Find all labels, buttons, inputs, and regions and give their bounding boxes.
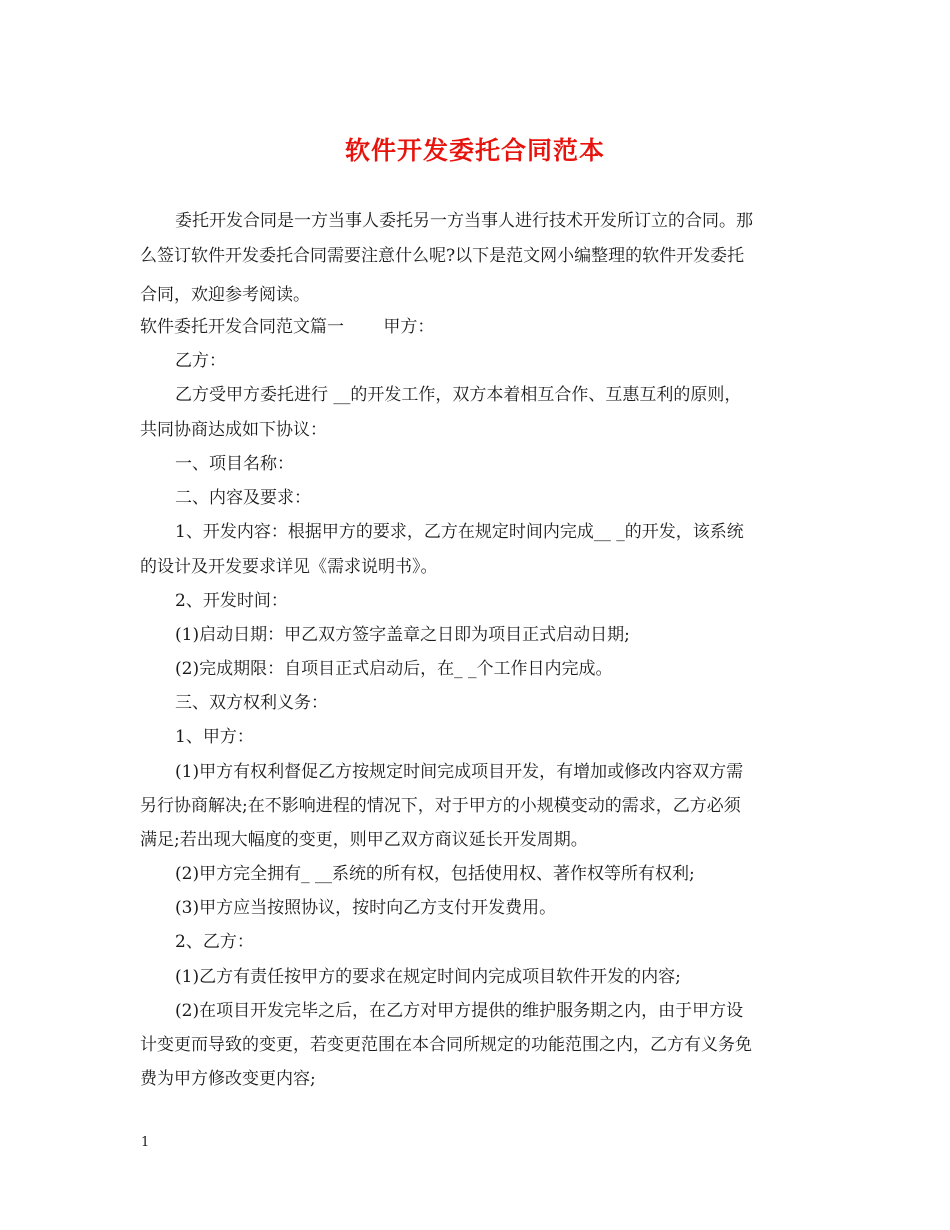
paragraph-line: 软件委托开发合同范文篇一 甲方： (140, 317, 435, 337)
paragraph-line: (1)启动日期：甲乙双方签字盖章之日即为项目正式启动日期; (175, 625, 630, 645)
paragraph-line: 1、开发内容：根据甲方的要求，乙方在规定时间内完成__ _的开发，该系统 (175, 522, 744, 542)
paragraph-line: 三、双方权利义务： (175, 693, 328, 713)
paragraph-line: 乙方： (175, 351, 226, 371)
paragraph-line: 乙方受甲方委托进行 __的开发工作，双方本着相互合作、互惠互利的原则， (175, 385, 742, 405)
document-title: 软件开发委托合同范本 (344, 136, 605, 165)
paragraph-line: (1)甲方有权利督促乙方按规定时间完成项目开发，有增加或修改内容双方需 (175, 762, 744, 782)
paragraph-line: 满足;若出现大幅度的变更，则甲乙双方商议延长开发周期。 (140, 830, 588, 850)
paragraph-line: 计变更而导致的变更，若变更范围在本合同所规定的功能范围之内，乙方有义务免 (140, 1035, 752, 1055)
paragraph-line: 另行协商解决;在不影响进程的情况下，对于甲方的小规模变动的需求，乙方必须 (140, 796, 741, 816)
paragraph-line: 2、开发时间： (175, 591, 288, 611)
page-number: 1 (141, 1135, 150, 1150)
paragraph-line: 二、内容及要求： (175, 488, 311, 508)
paragraph-line: 合同，欢迎参考阅读。 (140, 285, 310, 305)
paragraph-line: 费为甲方修改变更内容; (140, 1069, 316, 1089)
paragraph-line: 2、乙方： (175, 932, 254, 952)
paragraph-line: 共同协商达成如下协议： (140, 420, 327, 440)
paragraph-line: 委托开发合同是一方当事人委托另一方当事人进行技术开发所订立的合同。那 (175, 211, 753, 231)
paragraph-line: 1、甲方： (175, 727, 254, 747)
paragraph-line: (1)乙方有责任按甲方的要求在规定时间内完成项目软件开发的内容; (175, 967, 681, 987)
paragraph-line: 的设计及开发要求详见《需求说明书》。 (140, 557, 438, 577)
paragraph-line: (2)在项目开发完毕之后，在乙方对甲方提供的维护服务期之内，由于甲方设 (175, 1001, 744, 1021)
paragraph-line: (2)完成期限：自项目正式启动后，在_ _个工作日内完成。 (175, 659, 613, 679)
paragraph-line: 一、项目名称： (175, 454, 294, 474)
paragraph-line: (3)甲方应当按照协议，按时向乙方支付开发费用。 (175, 898, 557, 918)
paragraph-line: (2)甲方完全拥有_ __系统的所有权，包括使用权、著作权等所有权利; (175, 864, 695, 884)
paragraph-line: 么签订软件开发委托合同需要注意什么呢?以下是范文网小编整理的软件开发委托 (140, 246, 745, 266)
